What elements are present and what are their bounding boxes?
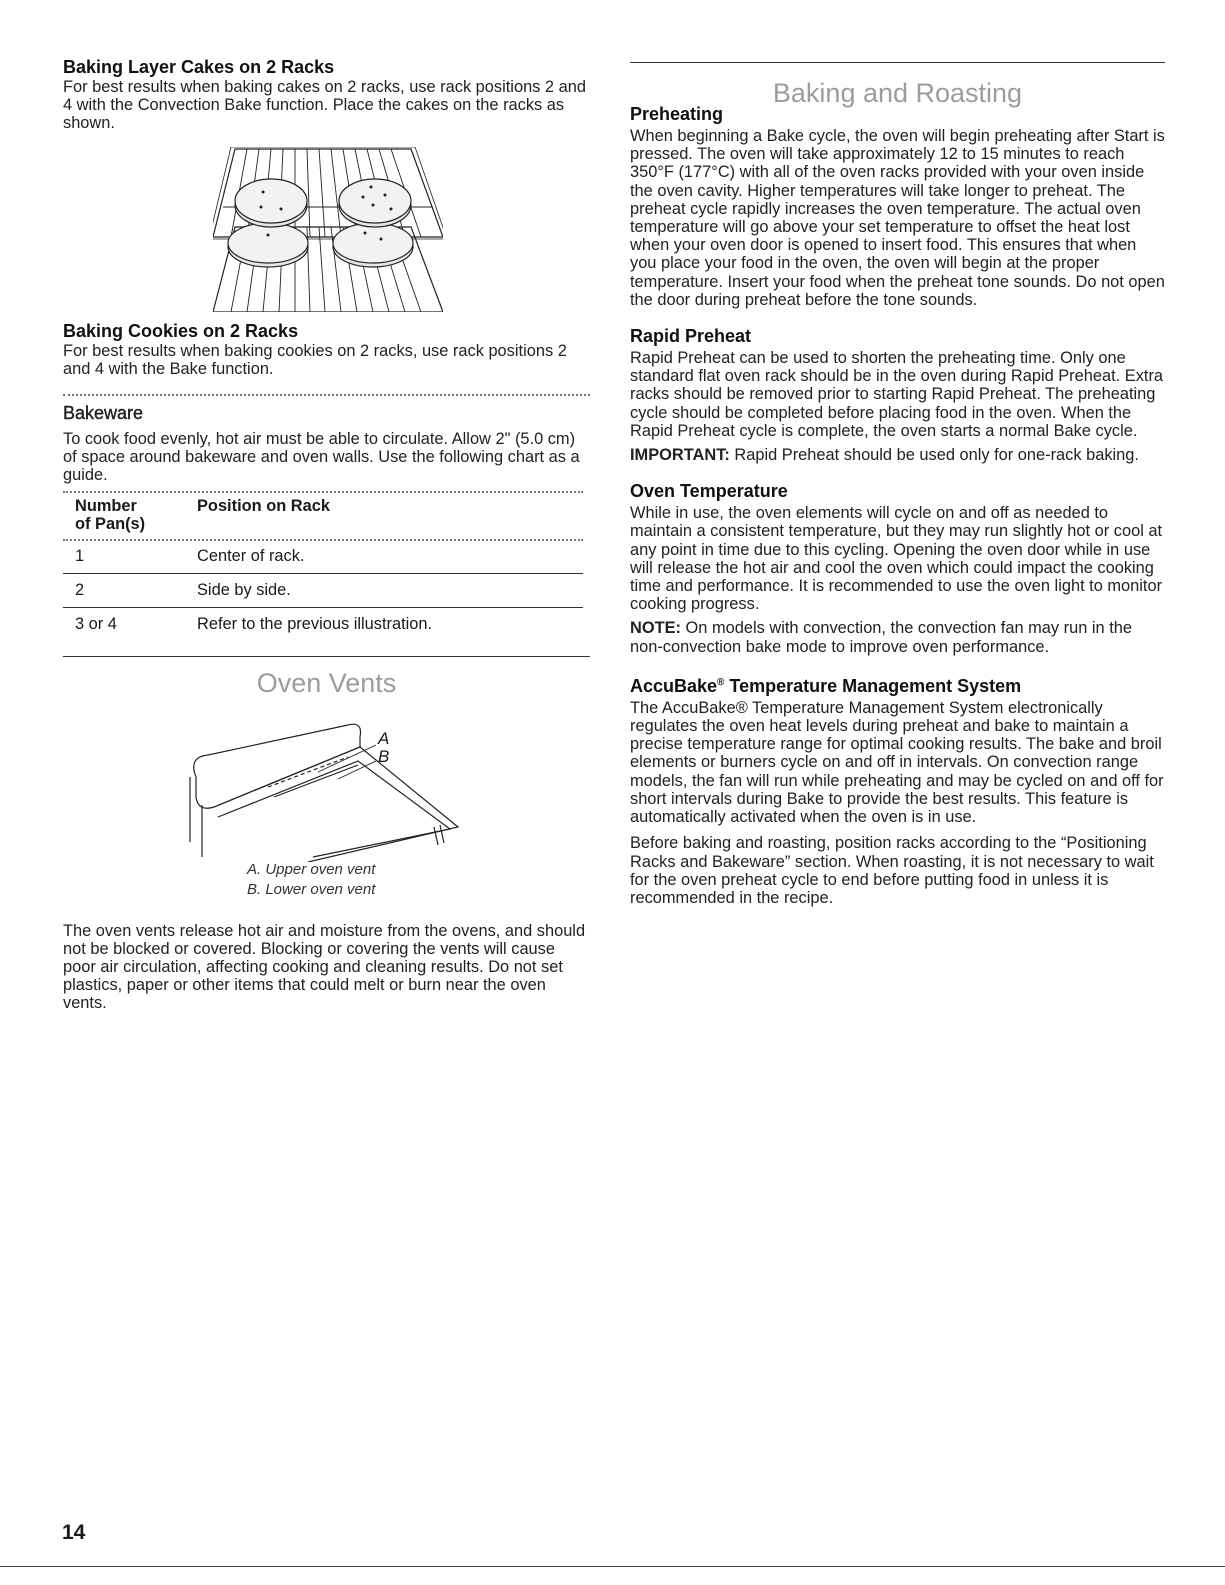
callout-b-label: B bbox=[378, 746, 390, 766]
oven-temperature-body: While in use, the oven elements will cycle on and off as needed to maintain a consistent temperature, but they may run slightly hot or cool at any point in time due to this cycling. Opening the oven door while in use will release the hot air and cool the oven which could impact the cooking time and performance. It is recommended to use the oven light to monitor cooking progress. bbox=[630, 504, 1163, 614]
table-header-number-line2: of Pan(s) bbox=[75, 514, 146, 533]
table-cell-position: Refer to the previous illustration. bbox=[197, 615, 433, 634]
accubake-heading-post: Temperature Management System bbox=[724, 675, 1022, 696]
table-cell-position: Side by side. bbox=[197, 581, 291, 600]
baking-top-rule bbox=[630, 62, 1165, 63]
baking-roasting-title: Baking and Roasting bbox=[772, 78, 1023, 108]
convection-note bbox=[630, 619, 1165, 655]
important-note bbox=[630, 446, 1165, 464]
bakeware-table-body bbox=[63, 541, 583, 642]
right-column bbox=[630, 62, 1165, 907]
vents-body: The oven vents release hot air and moisture from the ovens, and should not be blocked or covered. Blocking or covering the vents will cause poor air circulation, affecting cooking and cleaning results. Do not set plastics, paper or other items that could melt or burn near the oven vents. bbox=[63, 921, 586, 1013]
oven-temperature-heading: Oven Temperature bbox=[630, 481, 788, 502]
callout-a-label: A bbox=[378, 728, 390, 748]
vents-captions bbox=[247, 860, 590, 900]
accubake-heading bbox=[630, 672, 1165, 697]
oven-vents-illustration bbox=[188, 717, 478, 862]
preheating-body: When beginning a Bake cycle, the oven will begin preheating after Start is pressed. The oven will take approximately 12 to 15 minutes to reach 350°F (177°C) with all of the oven racks provided with your oven inside the oven cavity. Higher temperatures will take longer to preheat. The preheat cycle rapidly increases the oven temperature. The actual oven temperature will go above your set temperature to offset the heat lost when your oven door is opened to insert food. This ensures that when you place your food in the oven, the oven will begin at the proper temperature. Insert your food when the preheat tone sounds. Do not open the door during preheat before the tone sounds. bbox=[630, 127, 1165, 309]
section-divider bbox=[63, 394, 590, 396]
cookies-heading: Baking Cookies on 2 Racks bbox=[63, 320, 299, 341]
bakeware-table bbox=[63, 497, 583, 533]
accubake-heading-pre: AccuBake bbox=[630, 675, 718, 696]
left-column bbox=[63, 56, 590, 1013]
caption-upper-vent: A. Upper oven vent bbox=[247, 860, 376, 878]
rapid-preheat-body: Rapid Preheat can be used to shorten the preheating time. Only one standard flat oven rack should be in the oven during Rapid Preheat. Extra racks should be removed prior to starting Rapid Preheat. The preheating cycle should be completed before placing food in the oven. When the Rapid Preheat cycle is complete, the oven starts a normal Bake cycle. bbox=[630, 349, 1164, 440]
oven-vents-title: Oven Vents bbox=[256, 667, 397, 698]
table-row bbox=[63, 608, 583, 642]
table-cell-number: 3 or 4 bbox=[75, 615, 117, 634]
rapid-preheat-heading: Rapid Preheat bbox=[630, 326, 752, 347]
bakeware-heading: Bakeware bbox=[63, 403, 144, 424]
important-text: Rapid Preheat should be used only for one-rack baking. bbox=[729, 446, 1139, 465]
cakes-body: For best results when baking cakes on 2 racks, use rack positions 2 and 4 with the Convection Bake function. Place the cakes on the racks as shown. bbox=[63, 78, 586, 133]
table-header-row bbox=[63, 497, 583, 533]
preheating-heading: Preheating bbox=[630, 104, 724, 124]
important-label: IMPORTANT: bbox=[630, 446, 730, 465]
cake-racks-illustration bbox=[213, 147, 443, 312]
table-cell-number: 1 bbox=[75, 547, 85, 566]
table-header-position: Position on Rack bbox=[197, 496, 330, 515]
table-row bbox=[63, 574, 583, 608]
note-text: On models with convection, the convection fan may run in the non-convection bake mode to improve oven performance. bbox=[630, 619, 1132, 656]
table-header-number bbox=[63, 497, 197, 533]
cake-racks-drawing bbox=[213, 147, 443, 312]
cookies-body: For best results when baking cookies on 2 racks, use rack positions 2 and 4 with the Bake function. bbox=[63, 341, 567, 378]
table-row bbox=[63, 541, 583, 574]
page-number: 14 bbox=[62, 1521, 86, 1544]
bakeware-body: To cook food evenly, hot air must be able to circulate. Allow 2" (5.0 cm) of space around bakeware and oven walls. Use the following chart as a guide. bbox=[63, 430, 580, 485]
oven-vents-drawing bbox=[188, 717, 478, 862]
caption-lower-vent: B. Lower oven vent bbox=[247, 880, 376, 898]
vents-top-rule bbox=[63, 656, 590, 657]
note-label: NOTE: bbox=[630, 619, 681, 638]
table-cell-position: Center of rack. bbox=[197, 547, 305, 566]
positioning-body: Before baking and roasting, position racks according to the “Positioning Racks and Bakeware” section. When roasting, it is not necessary to wait for the oven preheat cycle to end before putting food in unless it is recommended in the recipe. bbox=[630, 834, 1154, 907]
cakes-heading: Baking Layer Cakes on 2 Racks bbox=[63, 57, 335, 77]
page-bottom-rule bbox=[0, 1566, 1225, 1567]
table-cell-number: 2 bbox=[75, 581, 85, 600]
registered-mark: ® bbox=[717, 676, 725, 688]
accubake-body: The AccuBake® Temperature Management System electronically regulates the oven heat levels during preheat and bake to maintain a precise temperature range for optimal cooking results. The bake and broil elements or burners cycle on and off in intervals. On convection range models, the fan will run while preheating and may be cycled on and off for short intervals during Bake to provide the best results. This feature is automatically activated when the oven is in use. bbox=[630, 698, 1164, 827]
table-header-number-line1: Number bbox=[75, 496, 137, 515]
table-top-rule bbox=[63, 491, 583, 493]
